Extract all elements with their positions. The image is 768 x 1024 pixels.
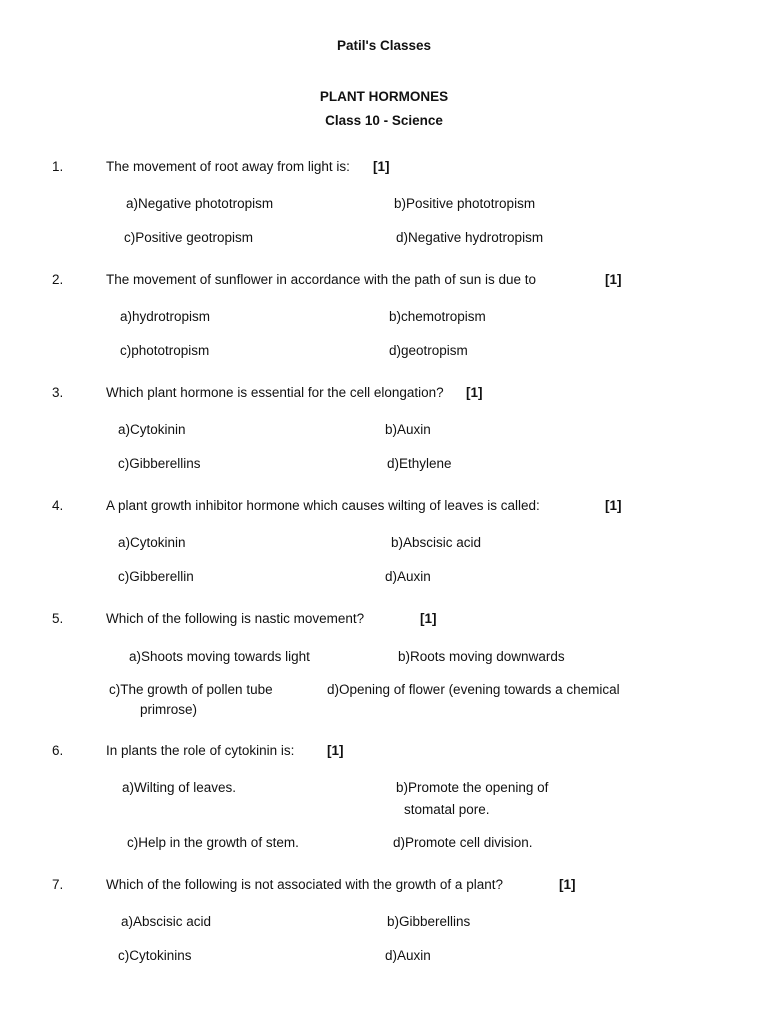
option-d: d)Ethylene — [387, 456, 452, 471]
option-d: d)geotropism — [389, 343, 468, 358]
worksheet-subtitle: Class 10 - Science — [325, 113, 443, 128]
question-text: In plants the role of cytokinin is: — [106, 743, 295, 758]
option-d: d)Auxin — [385, 569, 431, 584]
question-marks: [1] — [420, 611, 437, 626]
question-number: 2. — [52, 272, 64, 287]
option-a: a)Cytokinin — [118, 535, 186, 550]
option-d: d)Auxin — [385, 948, 431, 963]
question-number: 6. — [52, 743, 64, 758]
option-d: d)Negative hydrotropism — [396, 230, 544, 245]
option-a: a)Cytokinin — [118, 422, 186, 437]
option-b-continuation: stomatal pore. — [404, 802, 490, 817]
option-b: b)Gibberellins — [387, 914, 471, 929]
question-marks: [1] — [559, 877, 576, 892]
option-c: c)Gibberellins — [118, 456, 201, 471]
option-d — [327, 681, 620, 699]
question-marks: [1] — [373, 159, 390, 174]
option-d: d)Promote cell division. — [393, 835, 533, 850]
question-number: 5. — [52, 611, 64, 626]
question-number: 4. — [52, 498, 64, 513]
option-c: c)Help in the growth of stem. — [127, 835, 299, 850]
question-marks: [1] — [466, 385, 483, 400]
question-marks: [1] — [327, 743, 344, 758]
question-text: The movement of sunflower in accordance with the path of sun is due to — [106, 272, 536, 287]
option-b: b)chemotropism — [389, 309, 486, 324]
option-c: c)Gibberellin — [118, 569, 194, 584]
question-marks: [1] — [605, 498, 622, 513]
option-c: c)Cytokinins — [118, 948, 192, 963]
option-a: a)Abscisic acid — [121, 914, 212, 929]
option-d-part-1: d)Opening of flower (evening — [327, 682, 501, 697]
option-b: b)Positive phototropism — [394, 196, 536, 211]
question-marks: [1] — [605, 272, 622, 287]
option-a: a)Negative phototropism — [126, 196, 274, 211]
question-text: Which of the following is nastic movement? — [106, 611, 365, 626]
question-number: 1. — [52, 159, 64, 174]
option-b: b)Promote the opening of — [396, 780, 549, 795]
worksheet-title: PLANT HORMONES — [319, 89, 449, 104]
question-text: Which plant hormone is essential for the cell elongation? — [106, 385, 444, 400]
question-text: Which of the following is not associated with the growth of a plant? — [106, 877, 503, 892]
option-a: a)Wilting of leaves. — [122, 780, 237, 795]
option-b: b)Roots moving downwards — [398, 649, 565, 664]
option-b: b)Auxin — [385, 422, 431, 437]
school-name: Patil's Classes — [336, 38, 432, 53]
option-c: c)The growth of pollen tube — [109, 682, 273, 697]
option-a: a)hydrotropism — [120, 309, 211, 324]
option-d-part-2: towards a chemical — [504, 682, 620, 697]
option-b: b)Abscisic acid — [391, 535, 482, 550]
question-text: A plant growth inhibitor hormone which causes wilting of leaves is called: — [106, 498, 540, 513]
question-number: 7. — [52, 877, 64, 892]
option-c: c)Positive geotropism — [124, 230, 254, 245]
option-a: a)Shoots moving towards light — [129, 649, 310, 664]
question-number: 3. — [52, 385, 64, 400]
question-text: The movement of root away from light is: — [106, 159, 350, 174]
option-c: c)phototropism — [120, 343, 210, 358]
option-continuation: primrose) — [140, 702, 198, 717]
